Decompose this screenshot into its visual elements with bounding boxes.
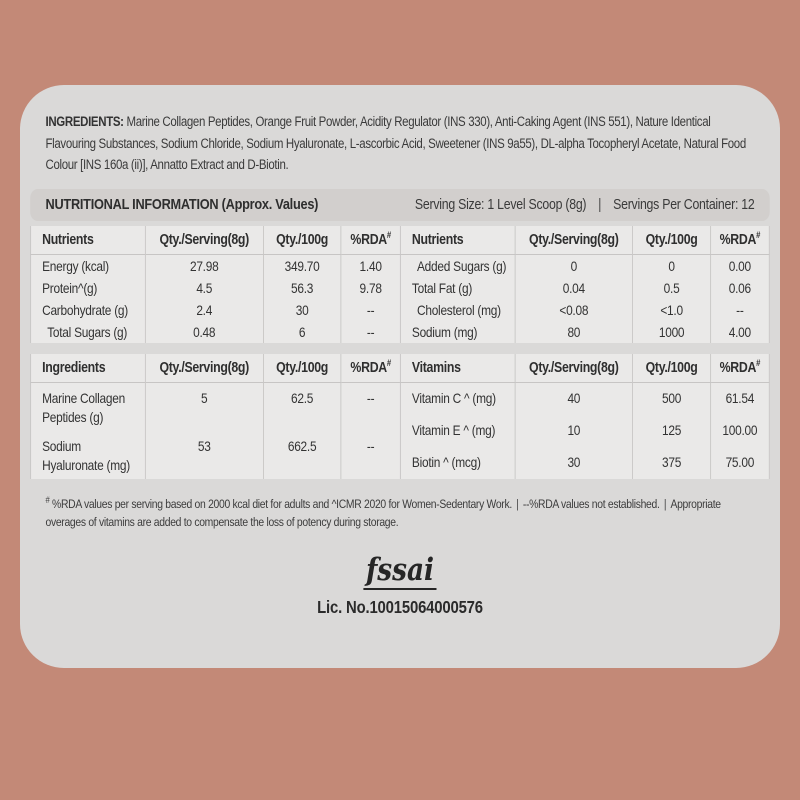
vitamins-table — [400, 354, 770, 479]
cell-qty-100g: 0.5 — [633, 277, 710, 299]
nutrition-label-card — [20, 85, 780, 668]
ingredients-text: Marine Collagen Peptides, Orange Fruit Powder, Acidity Regulator (INS 330), Anti-Caking Agent (INS 551), Nature Identical Flavouring Substances, Sodium Chloride, Sodium Hyaluronate, L-ascorbic Acid, Sweetener (INS 9a55), DL-alpha Tocopheryl Acetate, Natural Food Colour [INS 160a (ii)], Annatto Extract and D-Biotin. — [45, 114, 746, 172]
cell-rda: -- — [341, 431, 400, 479]
cell-nutrient-name: Carbohydrate (g) — [31, 299, 145, 321]
cell-qty-100g: 62.5 — [263, 382, 341, 431]
cell-ingredient-name: Sodium Hyaluronate (mg) — [31, 431, 145, 479]
col-nutrients: Nutrients — [400, 226, 514, 255]
cell-rda: 0.06 — [710, 277, 769, 299]
table-header-row — [400, 354, 769, 383]
cell-vitamin-name: Vitamin C ^ (mg) — [400, 382, 514, 415]
ingredients-vitamins-band — [30, 354, 770, 479]
rda-footnote-mark: # — [756, 229, 761, 240]
serving-info — [415, 196, 755, 213]
cell-rda: -- — [710, 299, 769, 321]
col-qty-serving: Qty./Serving(8g) — [145, 354, 263, 383]
cell-qty-100g: 125 — [633, 415, 710, 447]
cell-rda: 0.00 — [710, 254, 769, 277]
ingredients-paragraph — [46, 111, 755, 176]
cell-qty-100g: 0 — [633, 254, 710, 277]
cell-rda: 100.00 — [710, 415, 769, 447]
col-qty-serving: Qty./Serving(8g) — [145, 226, 263, 255]
certification-block — [20, 553, 780, 618]
col-rda: %RDA# — [710, 226, 769, 255]
cell-rda: -- — [341, 382, 400, 431]
table-row — [31, 277, 400, 299]
cell-rda: 75.00 — [710, 447, 769, 479]
cell-qty-serving: 53 — [145, 431, 263, 479]
table-header-row — [400, 226, 769, 255]
rda-footnote — [46, 495, 755, 532]
table-row — [31, 321, 400, 343]
ingredients-table — [30, 354, 400, 479]
nutrients-band — [30, 226, 770, 343]
cell-nutrient-name: Added Sugars (g) — [400, 254, 514, 277]
table-row — [400, 299, 769, 321]
rda-footnote-mark: # — [386, 229, 391, 240]
cell-rda: 9.78 — [341, 277, 400, 299]
table-row — [400, 321, 769, 343]
nutrients-table-left — [30, 226, 400, 343]
fssai-license-number: Lic. No.10015064000576 — [317, 596, 483, 617]
cell-qty-serving: 10 — [515, 415, 633, 447]
ingredients-label: INGREDIENTS: — [45, 114, 124, 129]
rda-footnote-mark: # — [386, 357, 391, 368]
cell-rda: -- — [341, 321, 400, 343]
nutrition-tables — [30, 226, 770, 479]
footnote-marker: # — [45, 494, 50, 505]
col-rda: %RDA# — [710, 354, 769, 383]
col-vitamins: Vitamins — [400, 354, 514, 383]
nutrients-table-right — [400, 226, 770, 343]
cell-nutrient-name: Total Fat (g) — [400, 277, 514, 299]
cell-nutrient-name: Sodium (mg) — [400, 321, 514, 343]
footnote-part3: Appropriate overages of vitamins are added to compensate the loss of potency during storage. — [45, 496, 721, 529]
table-row — [400, 415, 769, 447]
serving-size: Serving Size: 1 Level Scoop (8g) — [414, 196, 587, 213]
col-qty-100g: Qty./100g — [633, 354, 710, 383]
col-qty-100g: Qty./100g — [633, 226, 710, 255]
servings-per-container: Servings Per Container: 12 — [613, 196, 755, 213]
table-row — [31, 382, 400, 431]
table-row — [31, 254, 400, 277]
cell-qty-100g: 662.5 — [263, 431, 341, 479]
table-header-row — [31, 226, 400, 255]
cell-qty-100g: 500 — [633, 382, 710, 415]
cell-qty-serving: <0.08 — [515, 299, 633, 321]
cell-vitamin-name: Vitamin E ^ (mg) — [400, 415, 514, 447]
cell-qty-serving: 2.4 — [145, 299, 263, 321]
cell-qty-serving: 27.98 — [145, 254, 263, 277]
col-nutrients: Nutrients — [31, 226, 145, 255]
cell-qty-serving: 0.04 — [515, 277, 633, 299]
col-qty-serving: Qty./Serving(8g) — [515, 226, 633, 255]
table-row — [400, 254, 769, 277]
footnote-part1: %RDA values per serving based on 2000 kcal diet for adults and ^ICMR 2020 for Women-Sedentary Work. — [52, 496, 512, 511]
col-ingredients: Ingredients — [31, 354, 145, 383]
cell-rda: 4.00 — [710, 321, 769, 343]
col-qty-100g: Qty./100g — [263, 226, 341, 255]
cell-qty-100g: 349.70 — [263, 254, 341, 277]
cell-qty-100g: 56.3 — [263, 277, 341, 299]
cell-qty-serving: 80 — [515, 321, 633, 343]
cell-ingredient-name: Marine Collagen Peptides (g) — [31, 382, 145, 431]
cell-qty-serving: 4.5 — [145, 277, 263, 299]
footnote-divider: | — [663, 496, 667, 511]
col-qty-100g: Qty./100g — [263, 354, 341, 383]
cell-qty-100g: 1000 — [633, 321, 710, 343]
table-row — [400, 382, 769, 415]
nutritional-information-title: NUTRITIONAL INFORMATION (Approx. Values) — [45, 196, 319, 213]
nutritional-information-bar — [30, 189, 770, 221]
table-row — [400, 447, 769, 479]
footnote-part2: --%RDA values not established. — [522, 496, 660, 511]
cell-qty-100g: 375 — [633, 447, 710, 479]
footnote-divider: | — [516, 496, 519, 511]
cell-qty-serving: 30 — [515, 447, 633, 479]
cell-qty-serving: 40 — [515, 382, 633, 415]
col-rda: %RDA# — [341, 226, 400, 255]
col-rda: %RDA# — [341, 354, 400, 383]
cell-nutrient-name: Protein^(g) — [31, 277, 145, 299]
cell-qty-serving: 0 — [515, 254, 633, 277]
cell-qty-100g: 6 — [263, 321, 341, 343]
rda-footnote-mark: # — [756, 357, 761, 368]
table-row — [31, 431, 400, 479]
cell-nutrient-name: Total Sugars (g) — [31, 321, 145, 343]
cell-rda: 1.40 — [341, 254, 400, 277]
table-row — [400, 277, 769, 299]
table-header-row — [31, 354, 400, 383]
col-qty-serving: Qty./Serving(8g) — [515, 354, 633, 383]
fssai-logo: fssai — [363, 553, 436, 590]
cell-nutrient-name: Cholesterol (mg) — [400, 299, 514, 321]
cell-nutrient-name: Energy (kcal) — [31, 254, 145, 277]
cell-qty-100g: <1.0 — [633, 299, 710, 321]
table-row — [31, 299, 400, 321]
cell-qty-100g: 30 — [263, 299, 341, 321]
cell-rda: 61.54 — [710, 382, 769, 415]
cell-rda: -- — [341, 299, 400, 321]
cell-qty-serving: 5 — [145, 382, 263, 431]
cell-vitamin-name: Biotin ^ (mcg) — [400, 447, 514, 479]
cell-qty-serving: 0.48 — [145, 321, 263, 343]
serving-divider: | — [598, 196, 602, 213]
